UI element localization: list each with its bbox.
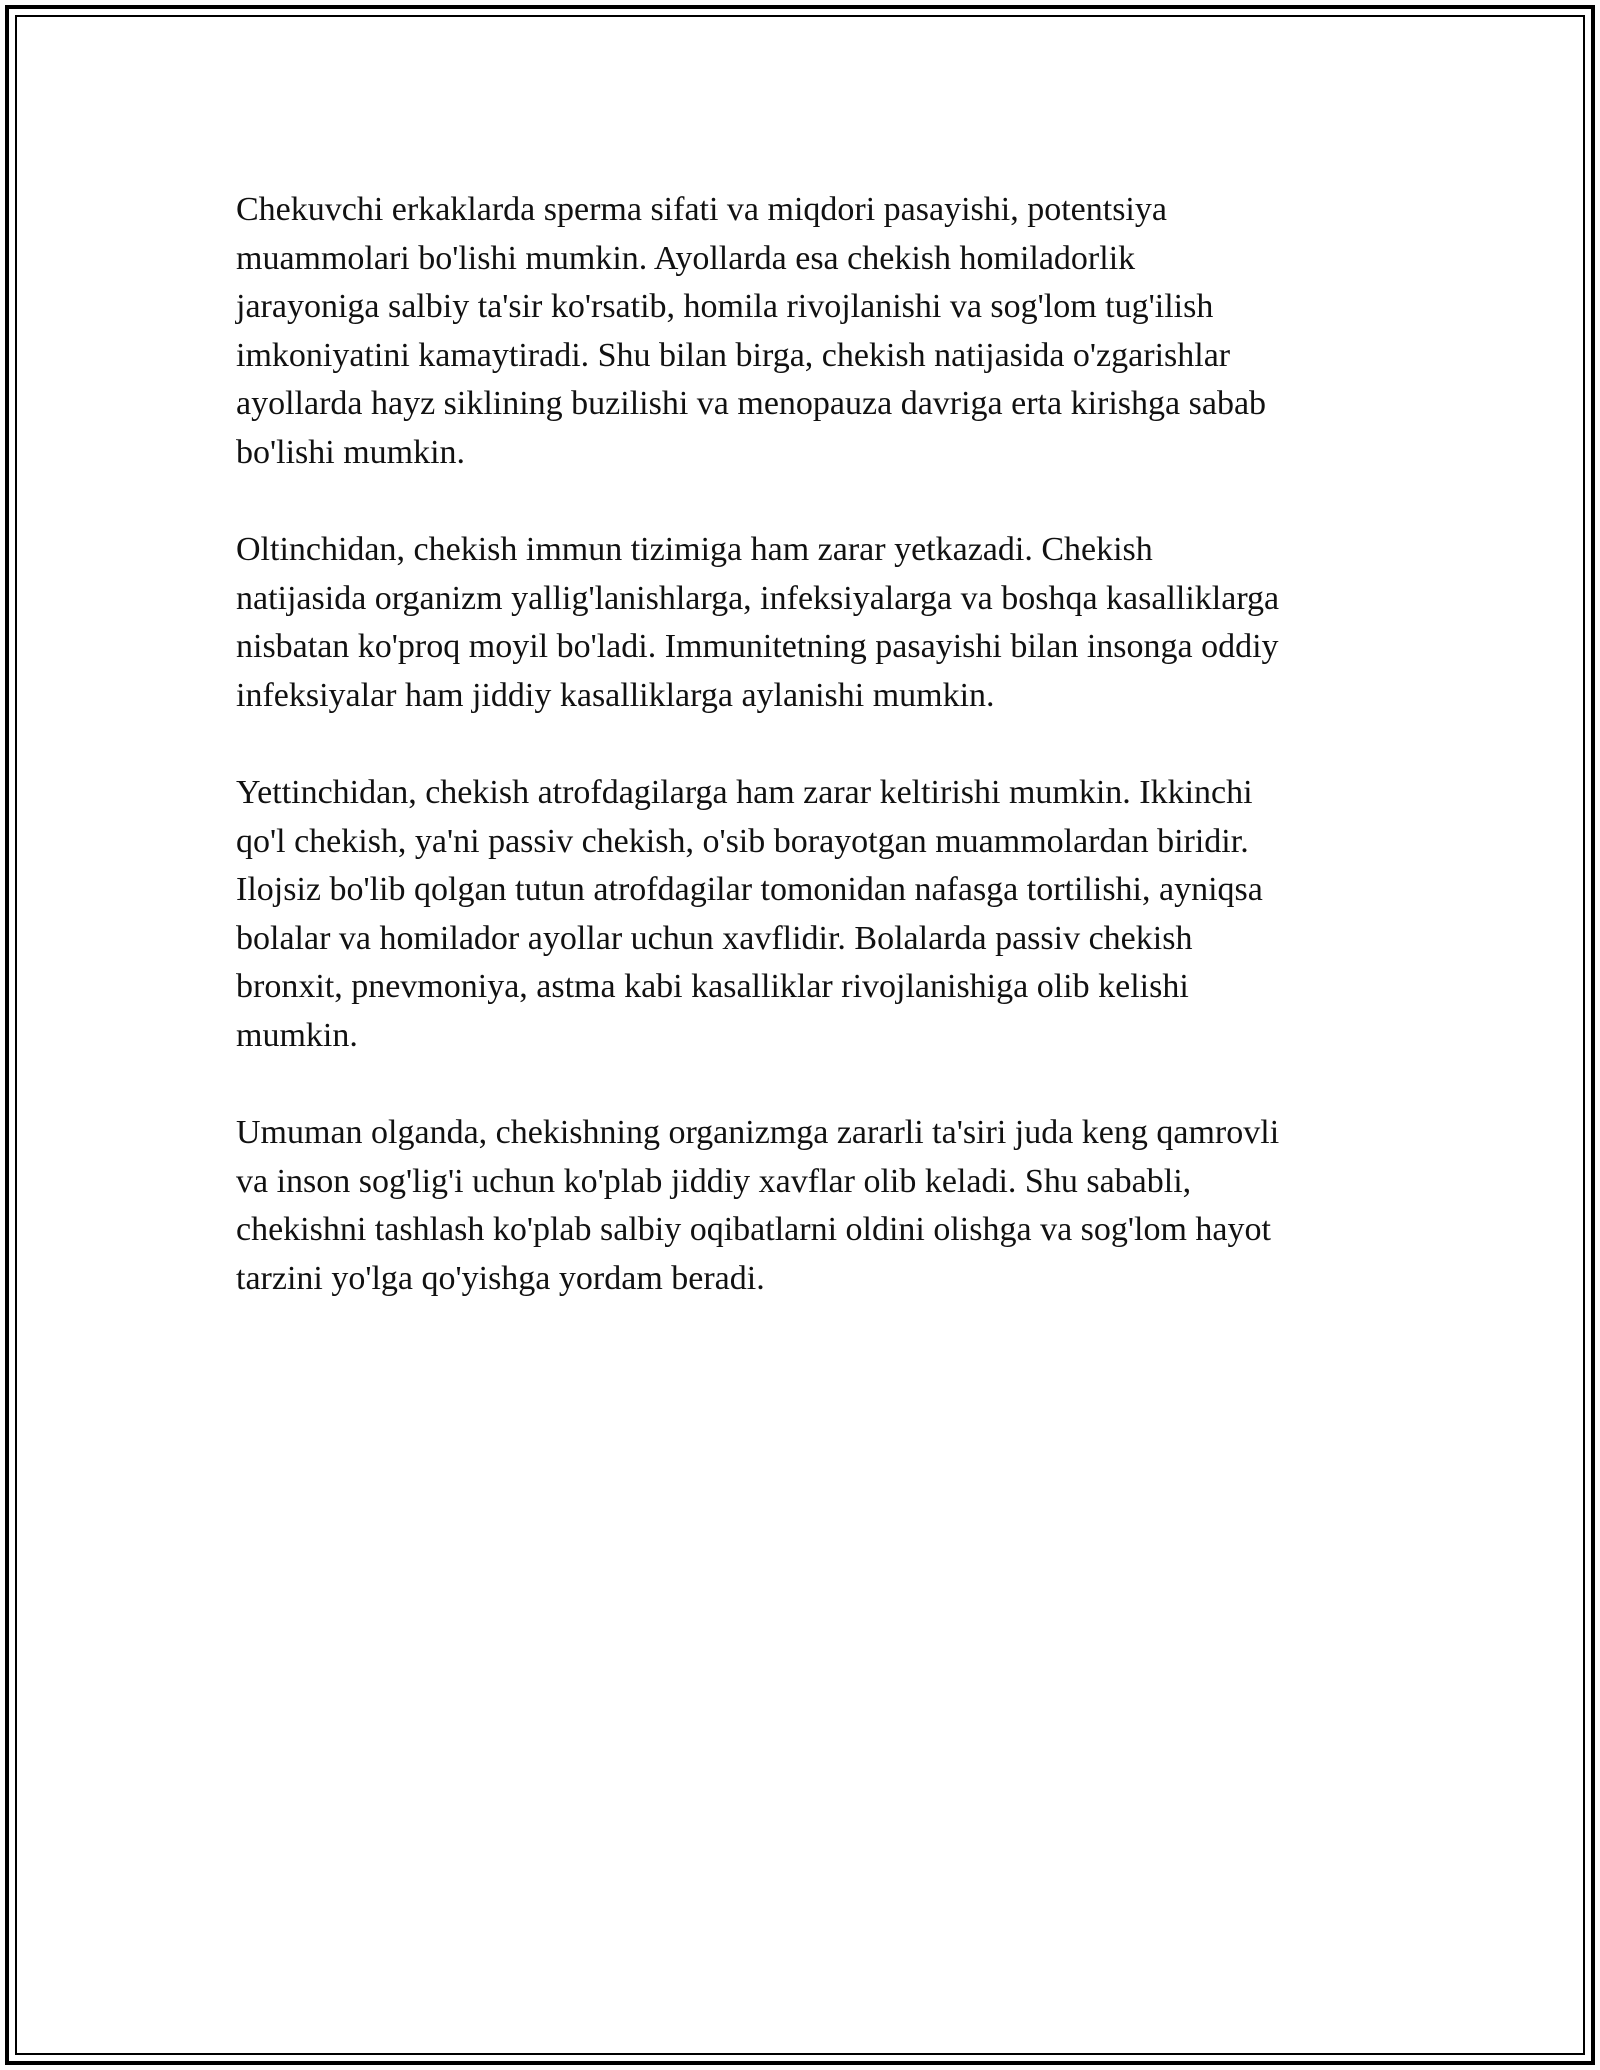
paragraph-3: Yettinchidan, chekish atrofdagilarga ham zarar keltirishi mumkin. Ikkinchi qo'l chekish, ya'ni passiv chekish, o'sib borayotgan muammolardan biridir. Ilojsiz bo'lib qolgan tutun atrofdagilar tomonidan nafasga tortilishi, ayniqsa bolalar va homilador ayollar uchun xavflidir. Bolalarda passiv chekish bronxit, pnevmoniya, astma kabi kasalliklar rivojlanishiga olib kelishi mumkin. — [236, 774, 1263, 1054]
paragraph-4: Umuman olganda, chekishning organizmga zararli ta'siri juda keng qamrovli va inson sog'lig'i uchun ko'plab jiddiy xavflar olib keladi. Shu sababli, chekishni tashlash ko'plab salbiy oqibatlarni oldini olishga va sog'lom hayot tarzini yo'lga qo'yishga yordam beradi. — [236, 1114, 1280, 1297]
paragraph-2: Oltinchidan, chekish immun tizimiga ham zarar yetkazadi. Chekish natijasida organizm yallig'lanishlarga, infeksiyalarga va boshqa kasalliklarga nisbatan ko'proq moyil bo'ladi. Immunitetning pasayishi bilan insonga oddiy infeksiyalar ham jiddiy kasalliklarga aylanishi mumkin. — [236, 531, 1280, 714]
paragraph-1: Chekuvchi erkaklarda sperma sifati va miqdori pasayishi, potentsiya muammolari bo'lishi mumkin. Ayollarda esa chekish homiladorlik jarayoniga salbiy ta'sir ko'rsatib, homila rivojlanishi va sog'lom tug'ilish imkoniyatini kamaytiradi. Shu bilan birga, chekish natijasida o'zgarishlar ayollarda hayz siklining buzilishi va menopauza davriga erta kirishga sabab bo'lishi mumkin. — [236, 191, 1267, 471]
document-body — [236, 186, 1366, 1352]
